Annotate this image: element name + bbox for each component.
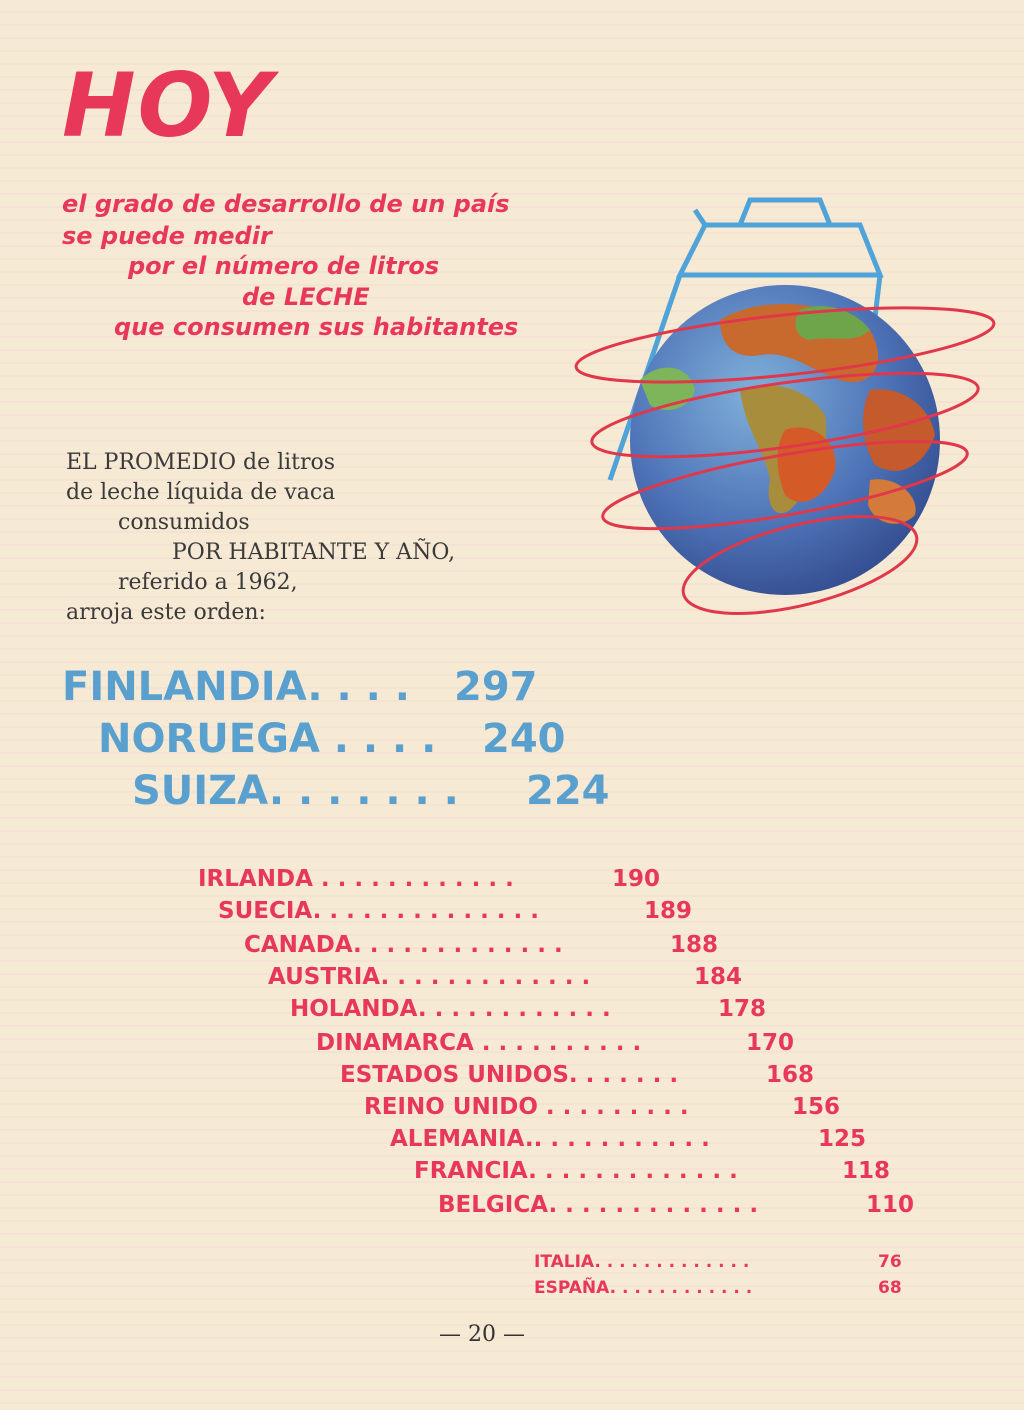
page-number: — 20 — [439,1322,525,1347]
country-row [534,1278,902,1298]
country-row [364,1094,841,1120]
country-row [414,1158,891,1184]
country-name: SUECIA. . . . . . . . . . . . . . [218,898,540,924]
intro-line-1: el grado de desarrollo de un país [62,190,510,218]
country-row [438,1192,915,1218]
intro-line-4: de LECHE [242,283,370,311]
country-row [534,1252,902,1272]
country-value: 178 [718,996,767,1022]
intro-line-2: se puede medir [62,222,272,250]
country-row [198,866,661,892]
country-value: 190 [612,866,661,892]
promedio-line-6: arroja este orden: [66,600,266,625]
country-name: ESPAÑA. . . . . . . . . . . . [534,1278,753,1298]
country-row [390,1126,867,1152]
country-name: IRLANDA . . . . . . . . . . . . [198,866,514,892]
country-name: DINAMARCA . . . . . . . . . . [316,1030,642,1056]
country-value: 168 [766,1062,815,1088]
country-name: AUSTRIA. . . . . . . . . . . . . [268,964,591,990]
country-name: ESTADOS UNIDOS. . . . . . . [340,1062,679,1088]
country-value: 125 [818,1126,867,1152]
country-row [340,1062,815,1088]
intro-line-3: por el número de litros [128,252,440,280]
country-value: 224 [526,768,610,814]
country-row [268,964,743,990]
country-name: BELGICA. . . . . . . . . . . . . [438,1192,759,1218]
country-name: REINO UNIDO . . . . . . . . . [364,1094,689,1120]
country-value: 110 [866,1192,915,1218]
top-country-row [98,716,618,762]
country-name: FINLANDIA. . . . [62,664,410,710]
country-row [244,932,719,958]
country-value: 118 [842,1158,891,1184]
promedio-line-3: consumidos [118,510,250,535]
country-value: 68 [878,1278,902,1298]
top-country-row [62,664,582,710]
country-name: ALEMANIA.. . . . . . . . . . . [390,1126,710,1152]
promedio-line-5: referido a 1962, [118,570,298,595]
globe-icon [570,180,1000,640]
country-row [316,1030,795,1056]
country-name: HOLANDA. . . . . . . . . . . . [290,996,611,1022]
country-value: 188 [670,932,719,958]
intro-line-5: que consumen sus habitantes [114,313,519,341]
country-name: FRANCIA. . . . . . . . . . . . . [414,1158,738,1184]
country-value: 189 [644,898,693,924]
promedio-line-2: de leche líquida de vaca [66,480,336,505]
country-row [218,898,693,924]
country-name: CANADA. . . . . . . . . . . . . [244,932,563,958]
country-name: ITALIA. . . . . . . . . . . . . [534,1252,750,1272]
country-value: 240 [482,716,566,762]
country-value: 76 [878,1252,902,1272]
headline: HOY [62,54,274,157]
country-name: SUIZA. . . . . . . [132,768,459,814]
country-value: 297 [454,664,538,710]
country-row [290,996,767,1022]
promedio-line-1: EL PROMEDIO de litros [66,450,336,475]
thermos-globe-illustration [570,180,1000,640]
country-name: NORUEGA . . . . [98,716,437,762]
country-value: 156 [792,1094,841,1120]
top-country-row [132,768,652,814]
promedio-line-4: POR HABITANTE Y AÑO, [172,540,456,565]
country-value: 170 [746,1030,795,1056]
country-value: 184 [694,964,743,990]
